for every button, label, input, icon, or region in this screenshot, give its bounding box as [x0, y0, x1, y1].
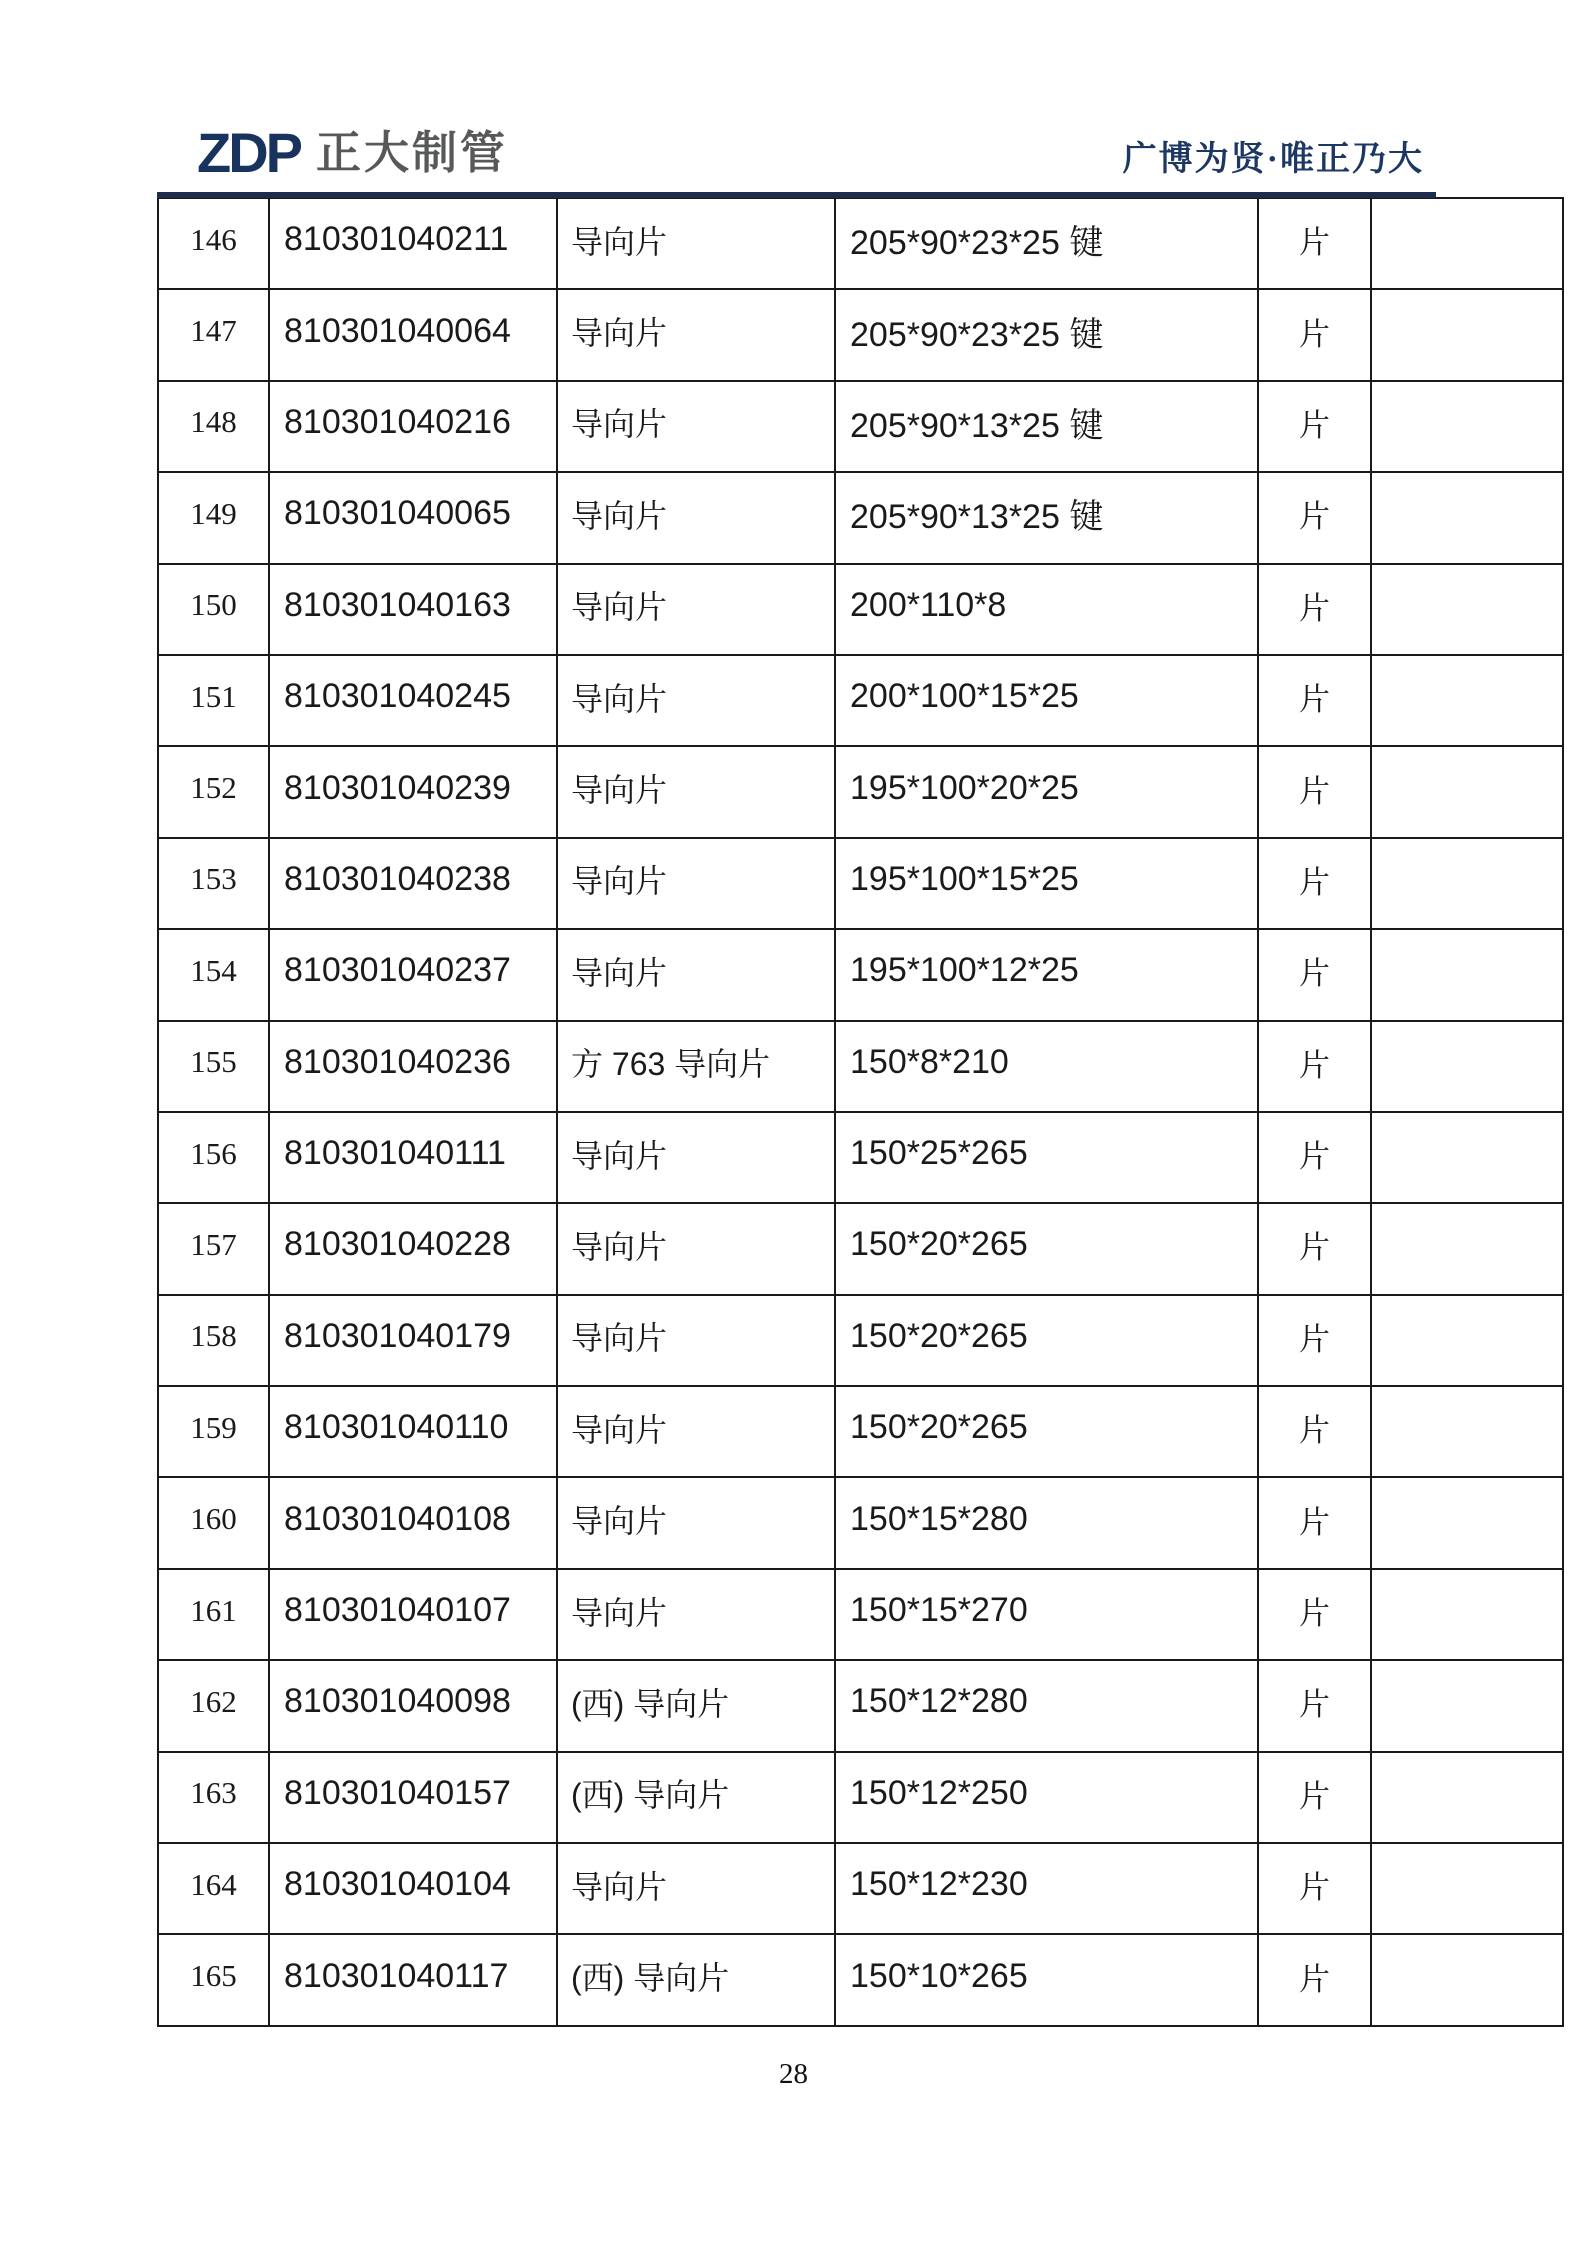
row-number-cell: 159: [158, 1386, 269, 1477]
part-name-cell: (西) 导向片: [557, 1934, 835, 2025]
table-row: [158, 746, 1563, 837]
unit-cell: 片: [1258, 1660, 1371, 1751]
table-row: [158, 564, 1563, 655]
note-cell: [1371, 1386, 1563, 1477]
part-code-cell: 810301040157: [269, 1752, 557, 1843]
note-cell: [1371, 1843, 1563, 1934]
part-name-cell: 导向片: [557, 1477, 835, 1568]
page-number: 28: [779, 2058, 808, 2090]
row-number-cell: 158: [158, 1295, 269, 1386]
row-number-cell: 163: [158, 1752, 269, 1843]
part-code-cell: 810301040111: [269, 1112, 557, 1203]
note-cell: [1371, 1295, 1563, 1386]
unit-cell: 片: [1258, 1477, 1371, 1568]
note-cell: [1371, 1934, 1563, 2025]
part-code-cell: 810301040211: [269, 198, 557, 289]
part-name-cell: (西) 导向片: [557, 1660, 835, 1751]
table-row: [158, 929, 1563, 1020]
spec-cell: 150*20*265: [835, 1295, 1258, 1386]
part-code-cell: 810301040179: [269, 1295, 557, 1386]
part-code-cell: 810301040104: [269, 1843, 557, 1934]
row-number-cell: 149: [158, 472, 269, 563]
spec-cell: 150*12*230: [835, 1843, 1258, 1934]
row-number-cell: 161: [158, 1569, 269, 1660]
row-number-cell: 151: [158, 655, 269, 746]
unit-cell: 片: [1258, 1843, 1371, 1934]
part-code-cell: 810301040237: [269, 929, 557, 1020]
spec-cell: 150*12*280: [835, 1660, 1258, 1751]
row-number-cell: 160: [158, 1477, 269, 1568]
spec-cell: 205*90*13*25 键: [835, 381, 1258, 472]
part-name-cell: 导向片: [557, 838, 835, 929]
part-code-cell: 810301040239: [269, 746, 557, 837]
spec-cell: 150*10*265: [835, 1934, 1258, 2025]
unit-cell: 片: [1258, 289, 1371, 380]
spec-cell: 205*90*23*25 键: [835, 289, 1258, 380]
part-name-cell: 导向片: [557, 929, 835, 1020]
part-name-cell: 导向片: [557, 1386, 835, 1477]
table-row: [158, 1934, 1563, 2025]
company-name: 正大制管: [316, 127, 509, 178]
unit-cell: 片: [1258, 1386, 1371, 1477]
spec-cell: 150*25*265: [835, 1112, 1258, 1203]
note-cell: [1371, 198, 1563, 289]
unit-cell: 片: [1258, 1569, 1371, 1660]
unit-cell: 片: [1258, 472, 1371, 563]
note-cell: [1371, 289, 1563, 380]
part-code-cell: 810301040065: [269, 472, 557, 563]
part-name-cell: 导向片: [557, 1203, 835, 1294]
row-number-cell: 147: [158, 289, 269, 380]
part-name-cell: 导向片: [557, 1295, 835, 1386]
company-slogan: 广博为贤·唯正乃大: [1122, 141, 1424, 178]
unit-cell: 片: [1258, 1203, 1371, 1294]
table-row: [158, 289, 1563, 380]
table-row: [158, 1660, 1563, 1751]
company-logo: [197, 121, 509, 184]
part-name-cell: 导向片: [557, 564, 835, 655]
note-cell: [1371, 1660, 1563, 1751]
unit-cell: 片: [1258, 1295, 1371, 1386]
note-cell: [1371, 1752, 1563, 1843]
row-number-cell: 162: [158, 1660, 269, 1751]
note-cell: [1371, 746, 1563, 837]
table-row: [158, 1386, 1563, 1477]
table-row: [158, 381, 1563, 472]
spec-cell: 150*8*210: [835, 1021, 1258, 1112]
table-row: [158, 472, 1563, 563]
table-row: [158, 1203, 1563, 1294]
table-row: [158, 838, 1563, 929]
table-row: [158, 1021, 1563, 1112]
part-code-cell: 810301040245: [269, 655, 557, 746]
part-name-cell: (西) 导向片: [557, 1752, 835, 1843]
table-row: [158, 1477, 1563, 1568]
part-code-cell: 810301040238: [269, 838, 557, 929]
unit-cell: 片: [1258, 381, 1371, 472]
row-number-cell: 156: [158, 1112, 269, 1203]
spec-cell: 195*100*12*25: [835, 929, 1258, 1020]
note-cell: [1371, 1477, 1563, 1568]
unit-cell: 片: [1258, 564, 1371, 655]
row-number-cell: 157: [158, 1203, 269, 1294]
spec-cell: 205*90*23*25 键: [835, 198, 1258, 289]
table-row: [158, 1112, 1563, 1203]
note-cell: [1371, 381, 1563, 472]
part-name-cell: 方 763 导向片: [557, 1021, 835, 1112]
parts-table: [157, 197, 1564, 2027]
part-name-cell: 导向片: [557, 289, 835, 380]
part-name-cell: 导向片: [557, 655, 835, 746]
part-name-cell: 导向片: [557, 381, 835, 472]
part-name-cell: 导向片: [557, 472, 835, 563]
unit-cell: 片: [1258, 1112, 1371, 1203]
spec-cell: 150*20*265: [835, 1386, 1258, 1477]
part-code-cell: 810301040108: [269, 1477, 557, 1568]
unit-cell: 片: [1258, 198, 1371, 289]
table-row: [158, 198, 1563, 289]
part-name-cell: 导向片: [557, 198, 835, 289]
note-cell: [1371, 1021, 1563, 1112]
header-rule: [157, 192, 1436, 198]
unit-cell: 片: [1258, 1934, 1371, 2025]
note-cell: [1371, 564, 1563, 655]
spec-cell: 150*15*280: [835, 1477, 1258, 1568]
row-number-cell: 153: [158, 838, 269, 929]
part-code-cell: 810301040110: [269, 1386, 557, 1477]
row-number-cell: 150: [158, 564, 269, 655]
table-row: [158, 1569, 1563, 1660]
spec-cell: 200*110*8: [835, 564, 1258, 655]
part-code-cell: 810301040228: [269, 1203, 557, 1294]
spec-cell: 200*100*15*25: [835, 655, 1258, 746]
row-number-cell: 154: [158, 929, 269, 1020]
row-number-cell: 164: [158, 1843, 269, 1934]
part-name-cell: 导向片: [557, 1112, 835, 1203]
unit-cell: 片: [1258, 1752, 1371, 1843]
unit-cell: 片: [1258, 1021, 1371, 1112]
row-number-cell: 165: [158, 1934, 269, 2025]
unit-cell: 片: [1258, 655, 1371, 746]
row-number-cell: 155: [158, 1021, 269, 1112]
row-number-cell: 146: [158, 198, 269, 289]
note-cell: [1371, 1569, 1563, 1660]
unit-cell: 片: [1258, 929, 1371, 1020]
part-name-cell: 导向片: [557, 1843, 835, 1934]
part-code-cell: 810301040236: [269, 1021, 557, 1112]
note-cell: [1371, 1112, 1563, 1203]
part-code-cell: 810301040216: [269, 381, 557, 472]
table-row: [158, 1295, 1563, 1386]
table-row: [158, 655, 1563, 746]
table-row: [158, 1843, 1563, 1934]
note-cell: [1371, 1203, 1563, 1294]
part-code-cell: 810301040064: [269, 289, 557, 380]
spec-cell: 195*100*15*25: [835, 838, 1258, 929]
spec-cell: 150*15*270: [835, 1569, 1258, 1660]
table-row: [158, 1752, 1563, 1843]
unit-cell: 片: [1258, 838, 1371, 929]
note-cell: [1371, 472, 1563, 563]
spec-cell: 195*100*20*25: [835, 746, 1258, 837]
row-number-cell: 152: [158, 746, 269, 837]
note-cell: [1371, 838, 1563, 929]
spec-cell: 150*12*250: [835, 1752, 1258, 1843]
part-name-cell: 导向片: [557, 746, 835, 837]
row-number-cell: 148: [158, 381, 269, 472]
note-cell: [1371, 655, 1563, 746]
spec-cell: 150*20*265: [835, 1203, 1258, 1294]
parts-table-body: [158, 198, 1563, 2026]
part-name-cell: 导向片: [557, 1569, 835, 1660]
part-code-cell: 810301040117: [269, 1934, 557, 2025]
zdp-logo-text: ZDP: [197, 121, 300, 184]
part-code-cell: 810301040098: [269, 1660, 557, 1751]
part-code-cell: 810301040163: [269, 564, 557, 655]
note-cell: [1371, 929, 1563, 1020]
part-code-cell: 810301040107: [269, 1569, 557, 1660]
spec-cell: 205*90*13*25 键: [835, 472, 1258, 563]
unit-cell: 片: [1258, 746, 1371, 837]
